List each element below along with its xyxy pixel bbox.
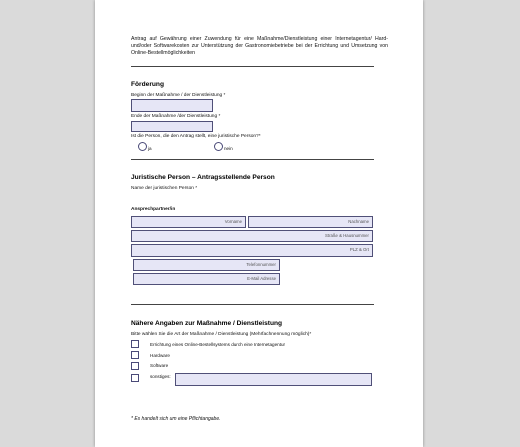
- telefon-field[interactable]: Telefonnummer: [133, 259, 280, 271]
- nachname-field[interactable]: Nachname: [248, 216, 373, 228]
- checkbox-hardware[interactable]: [131, 351, 139, 359]
- radio-yes[interactable]: [138, 142, 147, 151]
- radio-no[interactable]: [214, 142, 223, 151]
- begin-date-field[interactable]: [131, 99, 213, 112]
- email-field[interactable]: E-Mail Adresse: [133, 273, 280, 285]
- strasse-field[interactable]: Straße & Hausnummer: [131, 230, 373, 242]
- divider: [131, 66, 374, 67]
- checkbox-software-label: Software: [150, 363, 169, 368]
- vorname-field[interactable]: Vorname: [131, 216, 246, 228]
- name-label: Name der juristischen Person *: [131, 186, 198, 191]
- checkbox-software[interactable]: [131, 362, 139, 370]
- intro-text: Antrag auf Gewährung einer Zuwendung für eine Maßnahme/Dienstleistung einer Internetagentur/ Hard- und/oder Softwarekosten zur Unterstützung der Gastronomiebetriebe bei der Errichtung und Umsetzung von Online-Bestellmöglichkeiten: [131, 36, 388, 56]
- contact-title: Ansprechpartner/in: [131, 207, 176, 212]
- begin-label: Beginn der Maßnahme / der Dienstleistung *: [131, 93, 226, 98]
- checkbox-sonstiges-label: sonstiges:: [150, 374, 171, 379]
- plz-ort-field[interactable]: PLZ & Ort: [131, 244, 373, 257]
- end-date-field[interactable]: [131, 121, 213, 132]
- footnote: * Es handelt sich um eine Pflichtangabe.: [131, 416, 221, 422]
- massnahme-instruction: Bitte wählen Sie die Art der Maßnahme / Dienstleistung (Mehrfachnennung möglich)*: [131, 332, 312, 337]
- divider: [131, 159, 374, 160]
- checkbox-internetagentur-label: Errichtung eines Online-Bestellsystems durch eine Internetagentur: [150, 342, 286, 347]
- end-label: Ende der Maßnahme /der Dienstleistung *: [131, 114, 221, 119]
- checkbox-internetagentur[interactable]: [131, 340, 139, 348]
- legal-person-question: Ist die Person, die den Antrag stellt, eine juristische Person?*: [131, 134, 261, 139]
- section-title-foerderung: Förderung: [131, 81, 164, 88]
- section-title-juristische-person: Juristische Person – Antragsstellende Person: [131, 174, 275, 181]
- document-page: [95, 0, 423, 447]
- section-title-massnahme: Nähere Angaben zur Maßnahme / Dienstleistung: [131, 320, 283, 327]
- divider: [131, 304, 374, 305]
- radio-no-label: nein: [224, 146, 233, 151]
- checkbox-sonstiges[interactable]: [131, 374, 139, 382]
- checkbox-hardware-label: Hardware: [150, 353, 170, 358]
- sonstiges-field[interactable]: [175, 373, 372, 386]
- radio-yes-label: ja: [148, 146, 152, 151]
